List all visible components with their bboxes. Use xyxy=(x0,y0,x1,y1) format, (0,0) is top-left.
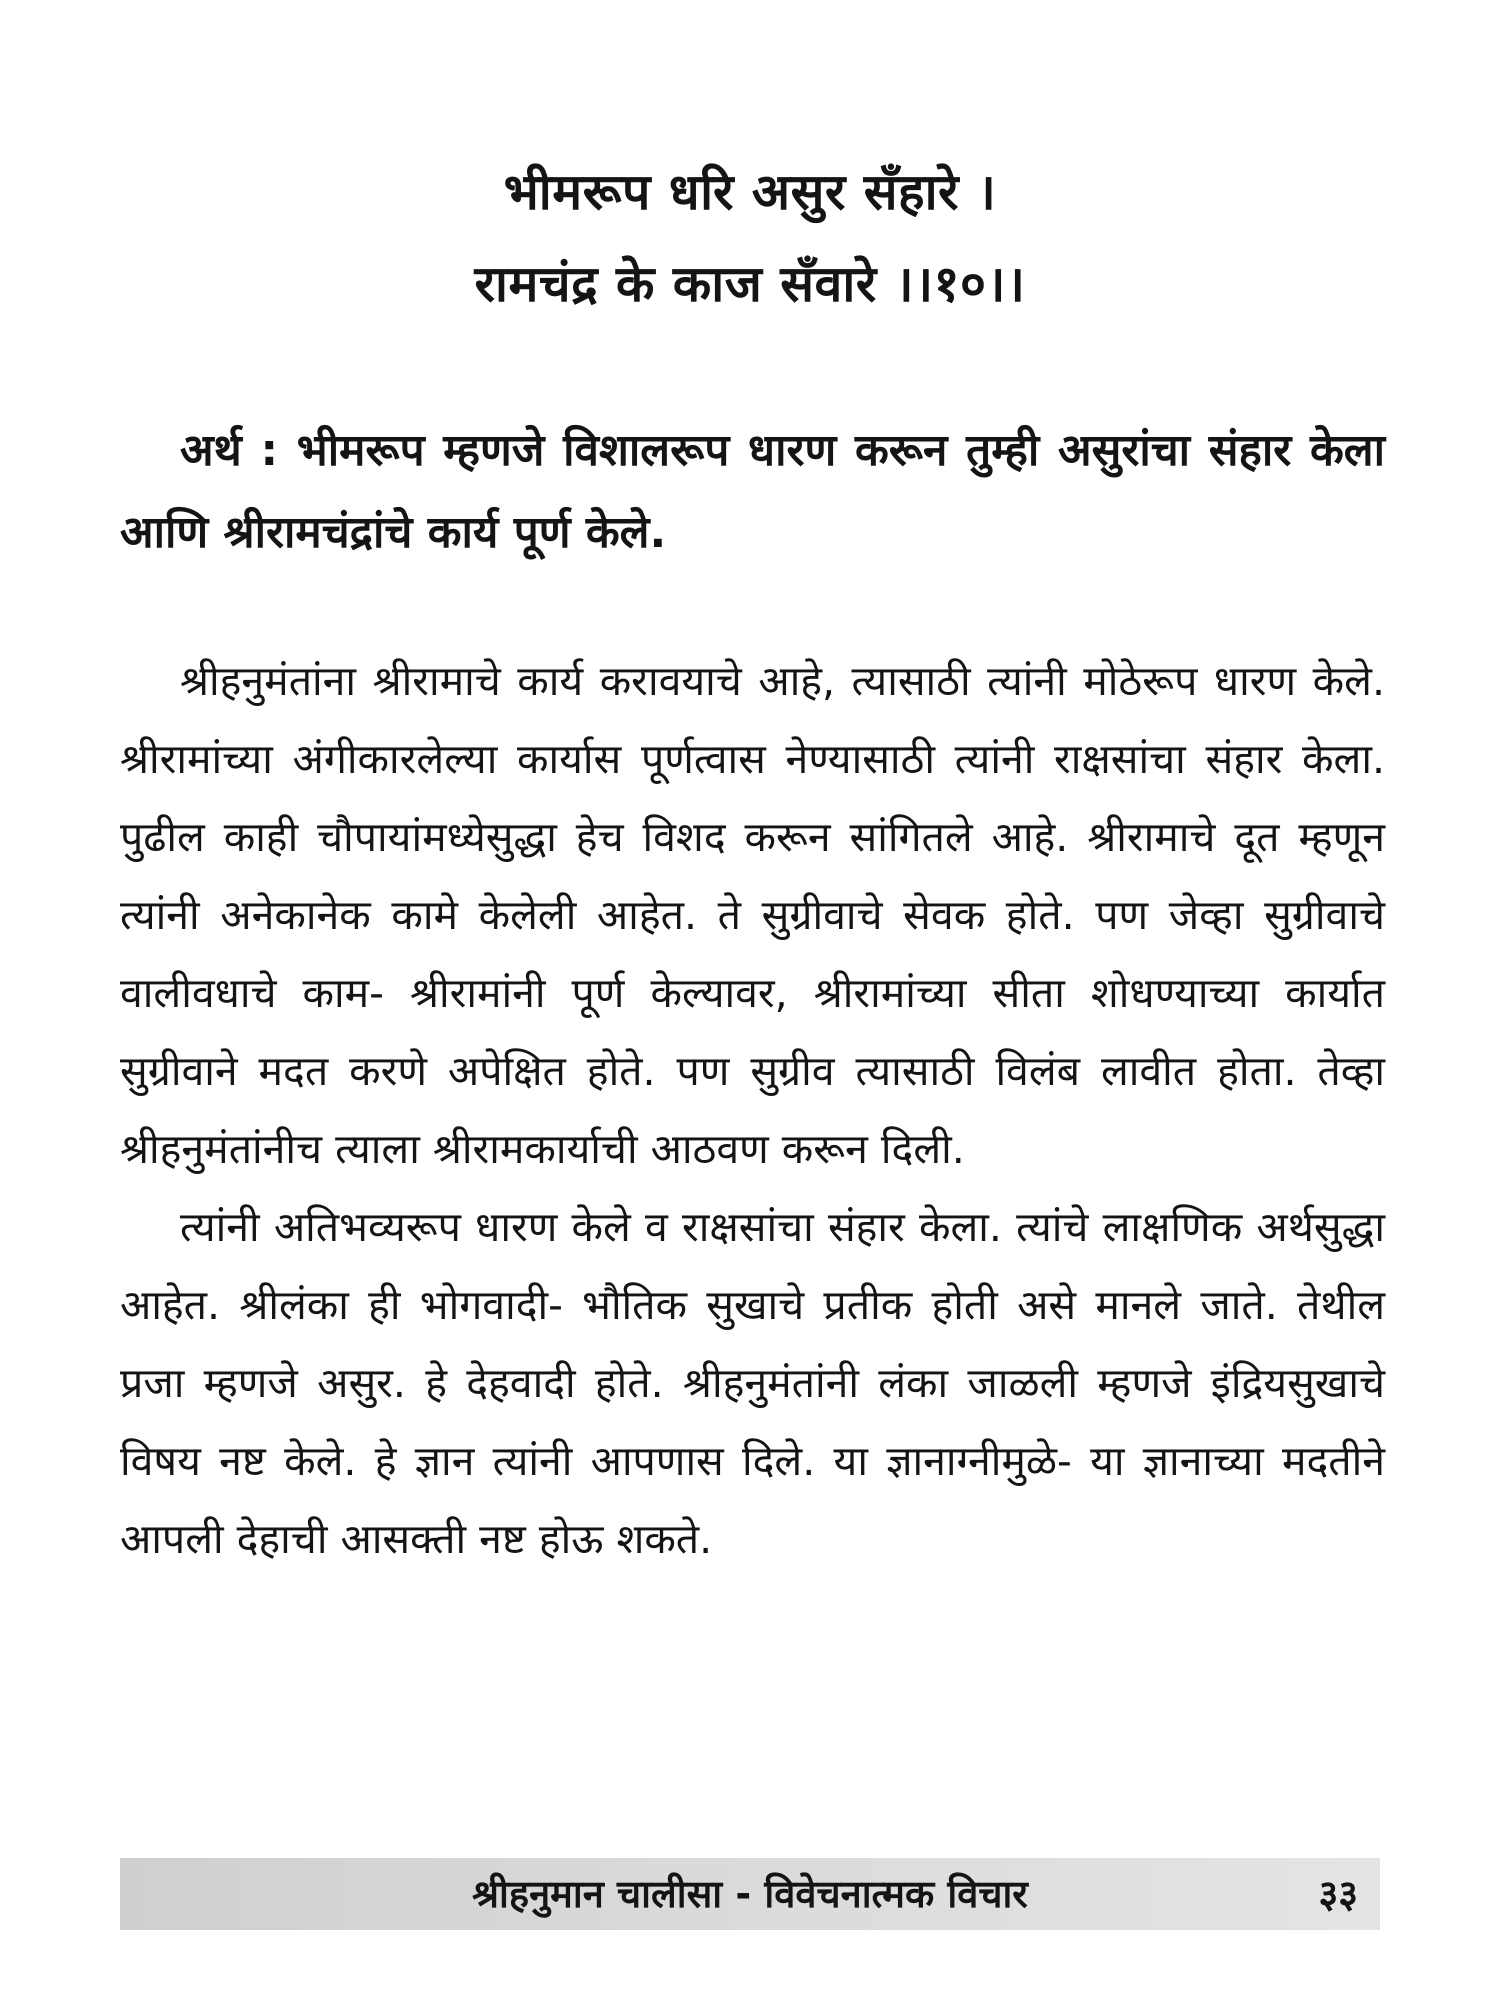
page-number: ३३ xyxy=(1318,1872,1358,1916)
verse-line-1: भीमरूप धरि असुर सँहारे । xyxy=(503,163,997,221)
footer-book-title: श्रीहनुमान चालीसा - विवेचनात्मक विचार xyxy=(472,1872,1028,1916)
page-footer xyxy=(120,1858,1380,1930)
verse-meaning: अर्थ : भीमरूप म्हणजे विशालरूप धारण करून तुम्ही असुरांचा संहार केला आणि श्रीरामचंद्रांचे कार्य पूर्ण केले. xyxy=(120,425,1385,558)
commentary-paragraph-2: त्यांनी अतिभव्यरूप धारण केले व राक्षसांचा संहार केला. त्यांचे लाक्षणिक अर्थसुद्धा आहेत. श्रीलंका ही भोगवादी- भौतिक सुखाचे प्रतीक होती असे मानले जाते. तेथील प्रजा म्हणजे असुर. हे देहवादी होते. श्रीहनुमंतांनी लंका जाळली म्हणजे इंद्रियसुखाचे विषय नष्ट केले. हे ज्ञान त्यांनी आपणास दिले. या ज्ञानाग्नीमुळे- या ज्ञानाच्या मदतीने आपली देहाची आसक्ती नष्ट होऊ शकते. xyxy=(120,1203,1385,1563)
verse-line-2: रामचंद्र के काज सँवारे ।।१०।। xyxy=(474,255,1026,313)
commentary-paragraph-1: श्रीहनुमंतांना श्रीरामाचे कार्य करावयाचे आहे, त्यासाठी त्यांनी मोठेरूप धारण केले. श्रीरामांच्या अंगीकारलेल्या कार्यास पूर्णत्वास नेण्यासाठी त्यांनी राक्षसांचा संहार केला. पुढील काही चौपायांमध्येसुद्धा हेच विशद करून सांगितले आहे. श्रीरामाचे दूत म्हणून त्यांनी अनेकानेक कामे केलेली आहेत. ते सुग्रीवाचे सेवक होते. पण जेव्हा सुग्रीवाचे वालीवधाचे काम- श्रीरामांनी पूर्ण केल्यावर, श्रीरामांच्या सीता शोधण्याच्या कार्यात सुग्रीवाने मदत करणे अपेक्षित होते. पण सुग्रीव त्यासाठी विलंब लावीत होता. तेव्हा श्रीहनुमंतांनीच त्याला श्रीरामकार्याची आठवण करून दिली. xyxy=(120,657,1385,1173)
commentary xyxy=(120,642,1385,1578)
